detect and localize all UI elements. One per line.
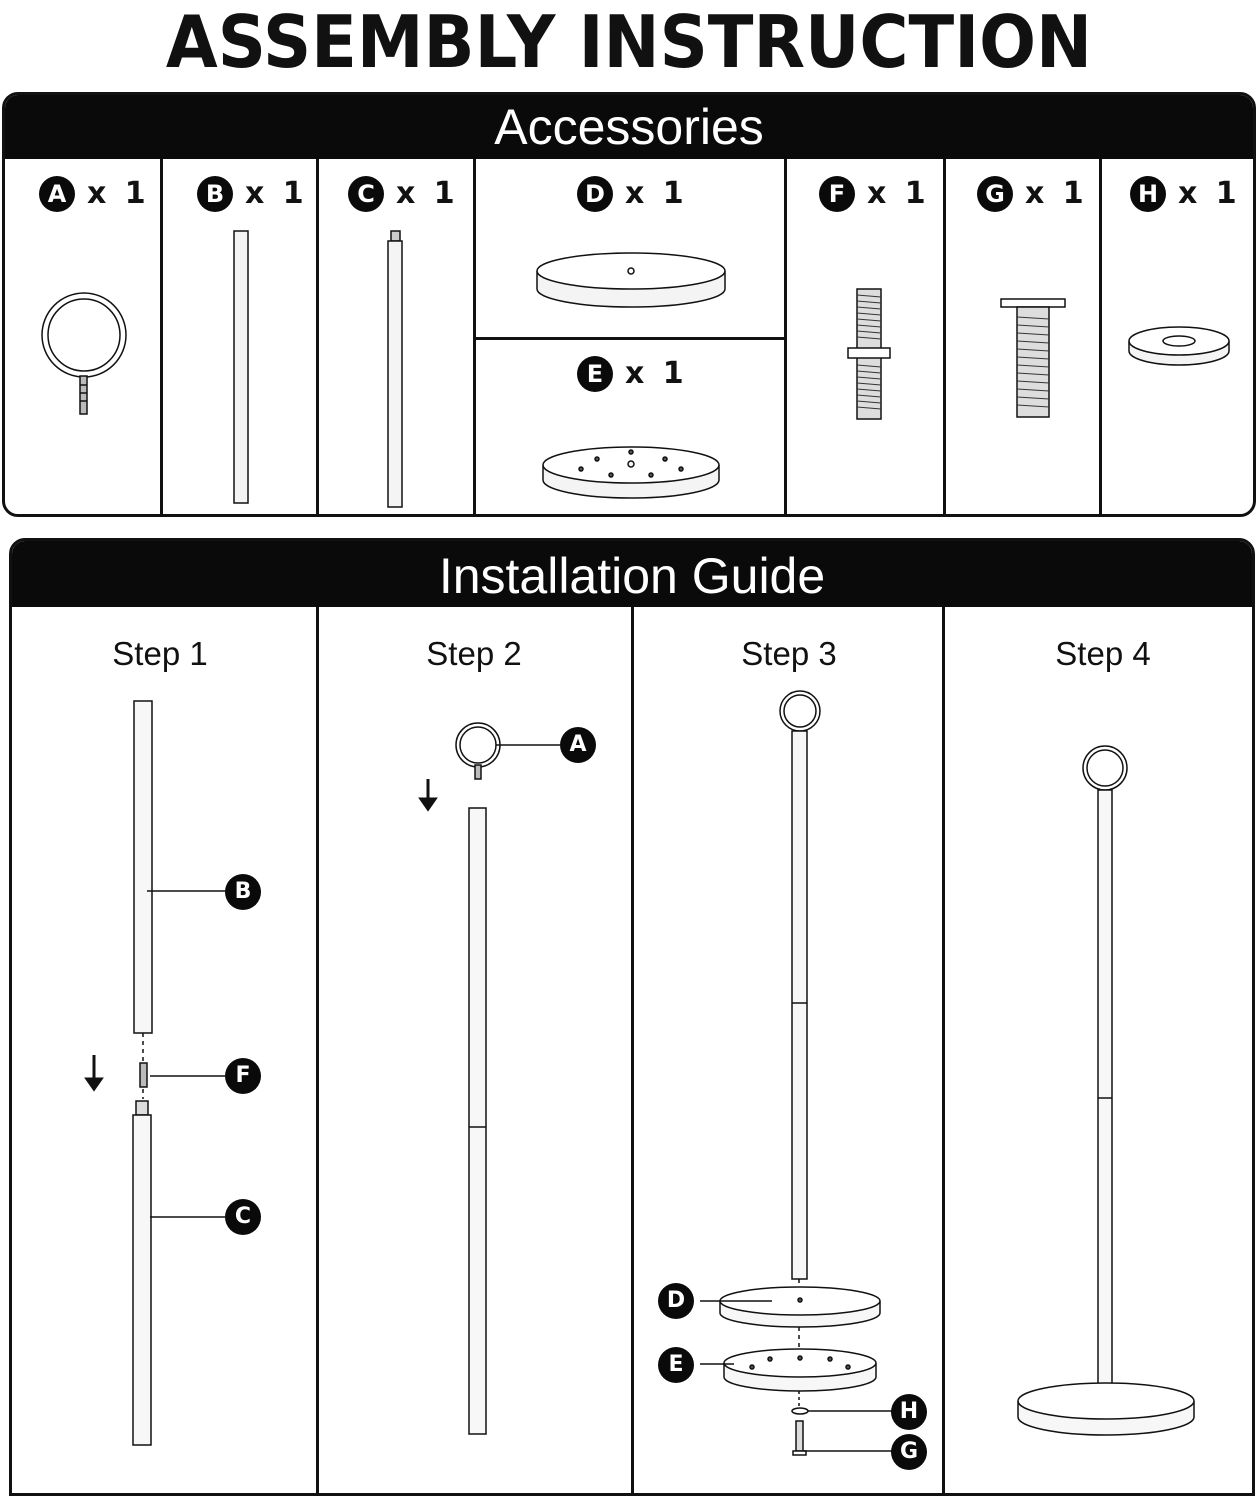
step-2-callout-a: A (560, 727, 596, 763)
part-g-badge: G (977, 176, 1013, 212)
washer-icon (1129, 327, 1229, 365)
installation-heading-text: Installation Guide (438, 548, 826, 604)
step-1-callout-f: F (225, 1058, 261, 1094)
accessories-heading-text: Accessories (494, 99, 764, 155)
step-2-label: Step 2 (426, 635, 522, 672)
part-h-badge: H (1130, 176, 1166, 212)
upper-pole-icon (234, 231, 248, 503)
lower-pole-icon (388, 231, 402, 507)
part-b-badge: B (197, 176, 233, 212)
step-1-diagram (133, 701, 225, 1445)
step-1-callout-c: C (225, 1199, 261, 1235)
top-base-disc-icon (537, 253, 725, 307)
bottom-base-disc-icon (543, 447, 719, 498)
part-g-qty: x 1 (1025, 176, 1088, 211)
part-a-qty: x 1 (87, 176, 150, 211)
installation-panel (9, 538, 1255, 1496)
part-f-qty: x 1 (867, 176, 930, 211)
step-4-diagram (1018, 746, 1194, 1435)
part-e-badge: E (577, 356, 613, 392)
down-arrow-icon (421, 779, 435, 809)
part-d-badge: D (577, 176, 613, 212)
part-f-badge: F (819, 176, 855, 212)
page-title: ASSEMBLY INSTRUCTION (165, 0, 1093, 84)
part-c-badge: C (348, 176, 384, 212)
step-2-diagram (456, 723, 560, 1434)
step-1-label: Step 1 (112, 635, 208, 672)
step-3-diagram (700, 691, 893, 1455)
down-arrow-icon (87, 1055, 101, 1089)
step-3-callout-g: G (891, 1434, 927, 1470)
part-a-badge: A (39, 176, 75, 212)
part-b-qty: x 1 (245, 176, 308, 211)
step-3-callout-e: E (658, 1347, 694, 1383)
step-1-callout-b: B (225, 874, 261, 910)
part-d-qty: x 1 (625, 176, 688, 211)
part-h-qty: x 1 (1178, 176, 1241, 211)
part-e-qty: x 1 (625, 356, 688, 391)
installation-illustrations (12, 541, 1255, 1496)
ring-hook-icon (42, 293, 126, 414)
accessories-panel (2, 92, 1256, 517)
step-3-callout-d: D (658, 1283, 694, 1319)
accessories-illustrations (5, 95, 1256, 517)
step-4-label: Step 4 (1055, 635, 1151, 672)
step-3-label: Step 3 (741, 635, 837, 672)
step-3-callout-h: H (891, 1394, 927, 1430)
part-c-qty: x 1 (396, 176, 459, 211)
